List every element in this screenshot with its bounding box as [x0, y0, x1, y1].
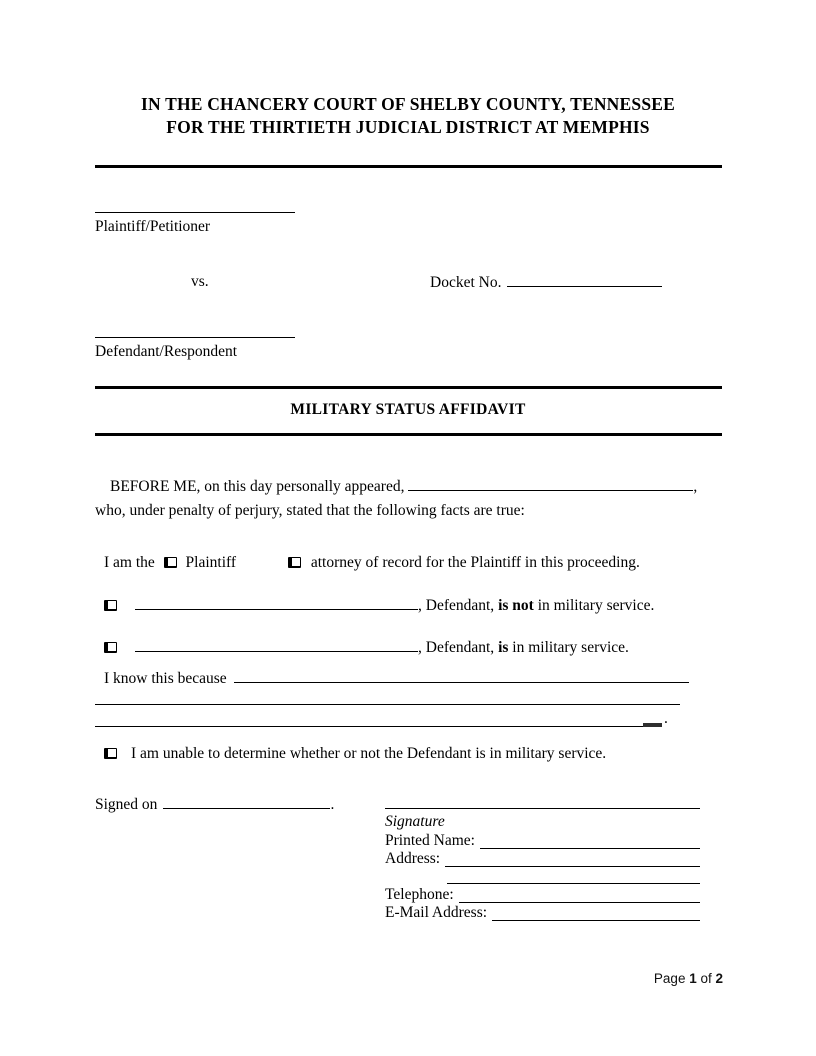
email-label: E-Mail Address: — [385, 904, 488, 921]
in-service-checkbox[interactable] — [104, 642, 117, 653]
page-footer-prefix: Page — [653, 971, 690, 986]
docket-row — [430, 273, 662, 292]
know-because-blank-1[interactable] — [234, 669, 689, 683]
not-in-service-name-blank[interactable] — [135, 596, 418, 610]
not-in-service-text-bold: is not — [498, 597, 534, 614]
affidavit-title: MILITARY STATUS AFFIDAVIT — [290, 401, 526, 418]
header-rule — [95, 165, 722, 168]
court-title-line-2: FOR THE THIRTIETH JUDICIAL DISTRICT AT MEMPHIS — [166, 117, 650, 137]
docket-number-blank[interactable] — [507, 273, 662, 287]
not-in-service-checkbox[interactable] — [104, 600, 117, 611]
plaintiff-checkbox[interactable] — [164, 557, 177, 568]
signature-blank[interactable] — [385, 808, 700, 809]
docket-label: Docket No. — [430, 274, 502, 291]
in-service-name-blank[interactable] — [135, 638, 418, 652]
in-service-text-before: , Defendant, — [418, 639, 499, 656]
in-service-text-bold: is — [498, 639, 509, 656]
signed-on-period: . — [330, 796, 335, 813]
role-line-left — [104, 554, 236, 572]
plaintiff-name-blank[interactable] — [95, 212, 295, 213]
address-blank[interactable] — [445, 864, 700, 867]
page-footer-number: 1 — [689, 971, 697, 986]
email-blank[interactable] — [492, 918, 700, 921]
defendant-name-blank[interactable] — [95, 337, 295, 338]
defendant-label: Defendant/Respondent — [95, 343, 238, 360]
telephone-row — [385, 887, 700, 903]
opening-trailing-comma: , — [693, 478, 698, 495]
telephone-label: Telephone: — [385, 886, 454, 903]
unable-checkbox[interactable] — [104, 748, 117, 759]
address-row — [385, 851, 700, 867]
attorney-option-label: attorney of record for the Plaintiff in this proceeding. — [310, 554, 640, 571]
printed-name-label: Printed Name: — [385, 832, 475, 849]
affidavit-rule-top — [95, 386, 722, 389]
unable-option-label: I am unable to determine whether or not the Defendant is in military service. — [131, 745, 607, 762]
know-because-line — [104, 669, 689, 688]
email-row — [385, 905, 700, 921]
versus-label: vs. — [191, 273, 209, 290]
signature-caption: Signature — [385, 813, 445, 830]
signed-on-line — [95, 795, 334, 814]
telephone-blank[interactable] — [459, 900, 700, 903]
opening-line-2: who, under penalty of perjury, stated that the following facts are true: — [95, 502, 525, 519]
unable-line — [104, 745, 606, 763]
opening-text: BEFORE ME, on this day personally appeared, — [110, 478, 405, 495]
know-because-blank-3-end-dash — [643, 723, 662, 727]
page-footer-total: 2 — [715, 971, 723, 986]
know-because-label: I know this because — [104, 670, 227, 687]
page-footer-of: of — [696, 971, 716, 986]
affidavit-rule-bottom — [95, 433, 722, 436]
role-line-right — [288, 554, 640, 572]
not-in-service-text-before: , Defendant, — [418, 597, 499, 614]
printed-name-blank[interactable] — [480, 846, 700, 849]
address-label: Address: — [385, 850, 441, 867]
appeared-name-blank[interactable] — [408, 477, 693, 491]
signature-block — [385, 800, 700, 930]
court-title-line-1: IN THE CHANCERY COURT OF SHELBY COUNTY, TENNESSEE — [140, 94, 676, 114]
not-in-service-text-after: in military service. — [533, 597, 655, 614]
printed-name-row — [385, 833, 700, 849]
signed-on-date-blank[interactable] — [163, 795, 330, 809]
know-because-blank-3[interactable] — [95, 726, 645, 727]
know-because-blank-2[interactable] — [95, 704, 680, 705]
in-service-line — [104, 638, 629, 657]
address-blank-2[interactable] — [447, 881, 700, 884]
attorney-checkbox[interactable] — [288, 557, 301, 568]
address-row-2 — [385, 868, 700, 884]
plaintiff-label: Plaintiff/Petitioner — [95, 218, 211, 235]
plaintiff-option-label: Plaintiff — [185, 554, 237, 571]
in-service-text-after: in military service. — [508, 639, 629, 656]
not-in-service-line — [104, 596, 654, 615]
page-footer — [654, 971, 723, 986]
opening-line — [95, 477, 725, 496]
signed-on-label: Signed on — [95, 796, 158, 813]
role-prefix: I am the — [104, 554, 155, 571]
know-because-period: . — [664, 710, 668, 727]
